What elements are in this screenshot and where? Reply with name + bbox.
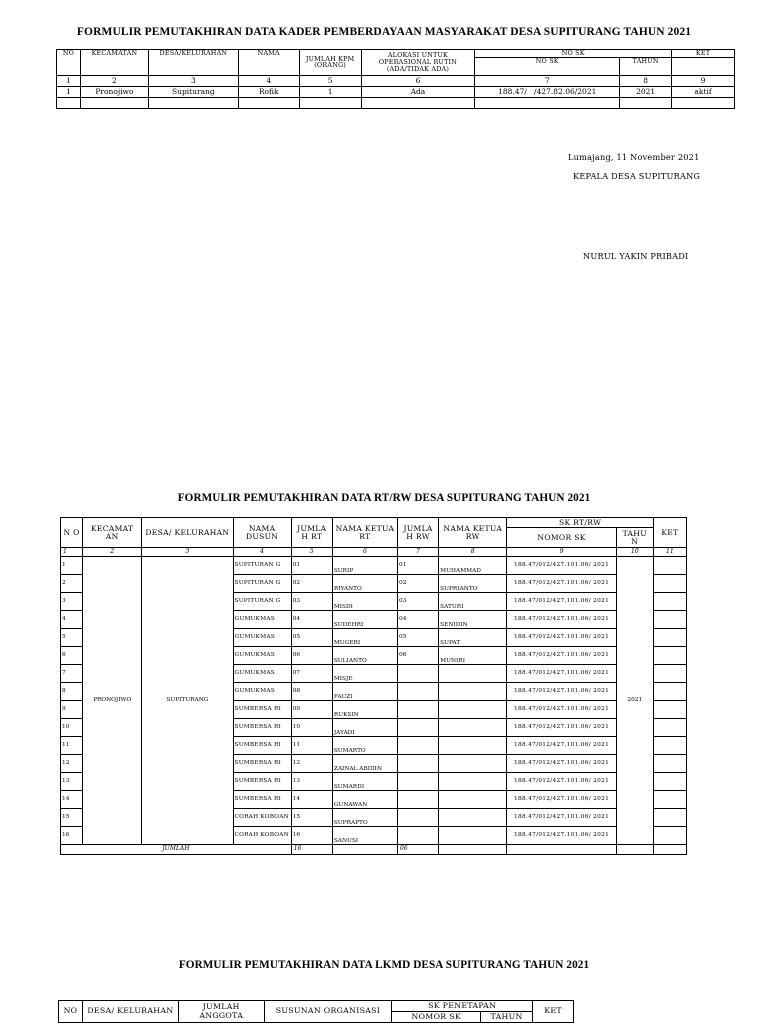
rtrw-cell-jumlah-rt: 01 [291,557,332,575]
rtrw-cell-dusun: SUMBERSA RI [233,737,291,755]
kader-cell-nama: Rofik [238,86,299,97]
rtrw-cell-jumlah-rw [398,701,439,719]
rtrw-cell-dusun: GUMUKMAS [233,629,291,647]
rtrw-cell-jumlah-rt: 10 [291,719,332,737]
rtrw-cell-ketua-rw: MUNIRI [439,647,507,665]
rtrw-cell-ketua-rw [439,809,507,827]
rtrw-cell-jumlah-rw [398,791,439,809]
rtrw-header-tahun: TAHU N [616,528,653,548]
rtrw-cell-ketua-rt: RUKSIN [332,701,397,719]
rtrw-cell-ketua-rt: RIYANTO [332,575,397,593]
rtrw-header-dusun: NAMA DUSUN [233,518,291,548]
rtrw-cell-nomor-sk: 188.47/012/427.101.06/ 2021 [507,593,616,611]
rtrw-cell-no: 13 [61,773,83,791]
rtrw-cell-no: 9 [61,701,83,719]
rtrw-cell-ket [653,827,686,845]
signature-position: KEPALA DESA SUPITURANG [573,171,701,181]
rtrw-cell-jumlah-rt: 08 [291,683,332,701]
rtrw-cell-no: 2 [61,575,83,593]
rtrw-cell-dusun: CORAH KOBOAN [233,809,291,827]
rtrw-cell-ketua-rw [439,683,507,701]
rtrw-cell-jumlah-rt: 11 [291,737,332,755]
rtrw-cell-dusun: SUMBERSA RI [233,791,291,809]
rtrw-index-cell: 6 [332,548,397,557]
rtrw-cell-ketua-rw: SUPRIANTO [439,575,507,593]
rtrw-cell-jumlah-rt: 05 [291,629,332,647]
kader-title: FORMULIR PEMUTAKHIRAN DATA KADER PEMBERDAYAAN MASYARAKAT DESA SUPITURANG TAHUN 2021 [76,26,692,38]
rtrw-cell-ketua-rt: MISJE [332,665,397,683]
rtrw-cell-no: 3 [61,593,83,611]
rtrw-cell-ketua-rt: SUMARDI [332,773,397,791]
rtrw-cell-no: 14 [61,791,83,809]
kader-header-nosk-group: NO SK [475,50,672,58]
rtrw-index-cell: 5 [291,548,332,557]
rtrw-cell-jumlah-rw [398,665,439,683]
rtrw-cell-ket [653,737,686,755]
kader-cell-no: 1 [57,86,81,97]
rtrw-cell-ketua-rt: MISDI [332,593,397,611]
rtrw-cell-jumlah-rt: 07 [291,665,332,683]
rtrw-cell-jumlah-rw: 01 [398,557,439,575]
kader-cell-desa: Supiturang [148,86,238,97]
kader-cell-tahun: 2021 [620,86,672,97]
rtrw-cell-ketua-rt: SUDEHRI [332,611,397,629]
rtrw-cell-ket [653,701,686,719]
rtrw-cell-jumlah-rw [398,719,439,737]
rtrw-cell-jumlah-rw: 04 [398,611,439,629]
rtrw-cell-jumlah-rw [398,737,439,755]
kader-header-tahun: TAHUN [620,57,672,75]
rtrw-index-cell: 8 [439,548,507,557]
rtrw-cell-ketua-rw [439,791,507,809]
rtrw-cell-jumlah-rw: 03 [398,593,439,611]
rtrw-cell-ket [653,755,686,773]
rtrw-cell-jumlah-rt: 14 [291,791,332,809]
kader-index-cell: 8 [620,75,672,86]
rtrw-cell-jumlah-rt: 13 [291,773,332,791]
lkmd-header-desa: DESA/ KELURAHAN [82,1001,178,1023]
rtrw-cell-ket [653,575,686,593]
kader-header-ket: KET [672,50,735,58]
rtrw-header-kecamatan: KECAMAT AN [83,518,142,548]
rtrw-cell-ketua-rt: SANUSI [332,827,397,845]
rtrw-header-jumlah-rw: JUMLA H RW [398,518,439,548]
rtrw-cell-ketua-rw: SUPAT [439,629,507,647]
kader-index-row [57,75,735,86]
rtrw-cell-dusun: GUMUKMAS [233,647,291,665]
rtrw-cell-jumlah-rw [398,755,439,773]
rtrw-cell-ket [653,665,686,683]
rtrw-cell-no: 8 [61,683,83,701]
rtrw-cell-jumlah-rt: 04 [291,611,332,629]
rtrw-header-ketua-rw: NAMA KETUA RW [439,518,507,548]
rtrw-cell-nomor-sk: 188.47/012/427.101.06/ 2021 [507,773,616,791]
kader-table [56,49,735,109]
rtrw-cell-kecamatan: PRONOJIWO [83,557,142,845]
rtrw-cell-jumlah-rt: 03 [291,593,332,611]
lkmd-table [58,1000,574,1023]
table-row-empty [57,97,735,108]
rtrw-cell-dusun: SUPITURAN G [233,557,291,575]
rtrw-body [61,557,687,845]
kader-cell-ket: aktif [672,86,735,97]
kader-header-kecamatan: KECAMATAN [80,50,148,76]
rtrw-index-cell: 9 [507,548,616,557]
rtrw-cell-ket [653,773,686,791]
kader-index-cell: 2 [80,75,148,86]
rtrw-index-cell: 3 [142,548,233,557]
signature-name: NURUL YAKIN PRIBADI [583,251,689,261]
lkmd-header-ket: KET [533,1001,574,1023]
kader-index-cell: 4 [238,75,299,86]
rtrw-cell-ketua-rw: SATURI [439,593,507,611]
rtrw-cell-nomor-sk: 188.47/012/427.101.06/ 2021 [507,719,616,737]
rtrw-cell-dusun: SUMBERSA RI [233,701,291,719]
kader-cell-nosk: 188.47/ /427.82.06/2021 [475,86,620,97]
kader-cell-jumlah: 1 [299,86,361,97]
kader-index-cell: 6 [361,75,475,86]
signature-place-date: Lumajang, 11 November 2021 [568,152,700,162]
rtrw-cell-ketua-rw [439,827,507,845]
rtrw-cell-jumlah-rt: 15 [291,809,332,827]
rtrw-cell-no: 4 [61,611,83,629]
rtrw-total-rt: 16 [291,845,332,855]
lkmd-header-tahun: TAHUN [481,1012,533,1023]
rtrw-header-nomor-sk: NOMOR SK [507,528,616,548]
kader-cell-alokasi: Ada [361,86,475,97]
rtrw-cell-jumlah-rw: 05 [398,629,439,647]
rtrw-cell-dusun: GUMUKMAS [233,683,291,701]
rtrw-cell-jumlah-rt: 06 [291,647,332,665]
rtrw-cell-nomor-sk: 188.47/012/427.101.06/ 2021 [507,755,616,773]
rtrw-cell-ket [653,611,686,629]
kader-index-cell: 1 [57,75,81,86]
lkmd-title: FORMULIR PEMUTAKHIRAN DATA LKMD DESA SUPITURANG TAHUN 2021 [178,959,590,971]
kader-header-nama: NAMA [238,50,299,76]
rtrw-index-cell: 7 [398,548,439,557]
kader-cell-kecamatan: Pronojiwo [80,86,148,97]
rtrw-index-cell: 4 [233,548,291,557]
lkmd-header-jumlah: JUMLAH ANGGOTA [178,1001,264,1023]
rtrw-cell-jumlah-rw [398,827,439,845]
kader-header-nosk: NO SK [475,57,620,75]
rtrw-cell-nomor-sk: 188.47/012/427.101.06/ 2021 [507,665,616,683]
kader-index-cell: 5 [299,75,361,86]
rtrw-cell-nomor-sk: 188.47/012/427.101.06/ 2021 [507,647,616,665]
kader-index-cell: 9 [672,75,735,86]
rtrw-header-ket: KET [653,518,686,548]
rtrw-header-sk-group: SK RT/RW [507,518,653,528]
rtrw-total-row [61,845,687,855]
rtrw-cell-no: 1 [61,557,83,575]
lkmd-header-sk-group: SK PENETAPAN [392,1001,533,1012]
rtrw-cell-jumlah-rt: 12 [291,755,332,773]
rtrw-cell-ketua-rt: ZAINAL ABIDIN [332,755,397,773]
rtrw-index-row [61,548,687,557]
rtrw-cell-nomor-sk: 188.47/012/427.101.06/ 2021 [507,827,616,845]
rtrw-cell-no: 7 [61,665,83,683]
rtrw-cell-ketua-rt: SUMARTO [332,737,397,755]
rtrw-cell-ketua-rw [439,701,507,719]
rtrw-cell-ketua-rw [439,737,507,755]
rtrw-cell-nomor-sk: 188.47/012/427.101.06/ 2021 [507,575,616,593]
lkmd-header-susunan: SUSUNAN ORGANISASI [264,1001,392,1023]
rtrw-table [60,517,687,855]
rtrw-cell-dusun: CORAH KOBOAN [233,827,291,845]
rtrw-index-cell: 2 [83,548,142,557]
rtrw-cell-nomor-sk: 188.47/012/427.101.06/ 2021 [507,629,616,647]
rtrw-cell-jumlah-rt: 09 [291,701,332,719]
rtrw-cell-ketua-rt: FAUZI [332,683,397,701]
rtrw-cell-no: 6 [61,647,83,665]
rtrw-cell-ketua-rw: MUHAMMAD [439,557,507,575]
rtrw-cell-ketua-rt: SUPRAPTO [332,809,397,827]
rtrw-cell-ketua-rt: SULIANTO [332,647,397,665]
rtrw-cell-ketua-rw: SENIDIN [439,611,507,629]
kader-index-cell: 7 [475,75,620,86]
rtrw-cell-nomor-sk: 188.47/012/427.101.06/ 2021 [507,683,616,701]
rtrw-cell-nomor-sk: 188.47/012/427.101.06/ 2021 [507,701,616,719]
rtrw-cell-jumlah-rt: 02 [291,575,332,593]
kader-header-jumlah: JUMLAH KPM (ORANG) [299,50,361,76]
rtrw-cell-dusun: SUMBERSA RI [233,719,291,737]
rtrw-cell-nomor-sk: 188.47/012/427.101.06/ 2021 [507,809,616,827]
rtrw-cell-ket [653,683,686,701]
rtrw-index-cell: 11 [653,548,686,557]
rtrw-index-cell: 1 [61,548,83,557]
rtrw-cell-ketua-rt: SURIP [332,557,397,575]
rtrw-cell-ketua-rw [439,665,507,683]
rtrw-cell-ket [653,719,686,737]
kader-header-ket-sub [672,57,735,75]
rtrw-cell-ketua-rw [439,773,507,791]
rtrw-cell-dusun: SUPITURAN G [233,593,291,611]
rtrw-header-ketua-rt: NAMA KETUA RT [332,518,397,548]
lkmd-header-no: NO [59,1001,83,1023]
rtrw-cell-ketua-rt: GUNAWAN [332,791,397,809]
rtrw-index-cell: 10 [616,548,653,557]
rtrw-header-jumlah-rt: JUMLA H RT [291,518,332,548]
rtrw-cell-no: 11 [61,737,83,755]
rtrw-cell-nomor-sk: 188.47/012/427.101.06/ 2021 [507,737,616,755]
rtrw-cell-jumlah-rw [398,773,439,791]
rtrw-cell-jumlah-rt: 16 [291,827,332,845]
rtrw-cell-desa: SUPITURANG [142,557,233,845]
rtrw-cell-jumlah-rw [398,683,439,701]
kader-header-no: NO [57,50,81,76]
rtrw-cell-ketua-rw [439,719,507,737]
rtrw-cell-dusun: GUMUKMAS [233,611,291,629]
rtrw-header-desa: DESA/ KELURAHAN [142,518,233,548]
rtrw-cell-nomor-sk: 188.47/012/427.101.06/ 2021 [507,611,616,629]
rtrw-cell-ketua-rw [439,755,507,773]
table-row [57,86,735,97]
rtrw-cell-jumlah-rw: 02 [398,575,439,593]
rtrw-cell-no: 12 [61,755,83,773]
rtrw-cell-ketua-rt: MUGERI [332,629,397,647]
rtrw-cell-no: 15 [61,809,83,827]
rtrw-total-label: JUMLAH [61,845,292,855]
rtrw-cell-dusun: SUPITURAN G [233,575,291,593]
table-row [61,557,687,575]
rtrw-total-rw: 06 [398,845,439,855]
rtrw-title: FORMULIR PEMUTAKHIRAN DATA RT/RW DESA SUPITURANG TAHUN 2021 [177,492,591,504]
rtrw-cell-dusun: SUMBERSA RI [233,773,291,791]
rtrw-cell-ket [653,647,686,665]
rtrw-cell-no: 5 [61,629,83,647]
rtrw-cell-ketua-rt: JAYADI [332,719,397,737]
rtrw-cell-nomor-sk: 188.47/012/427.101.06/ 2021 [507,791,616,809]
rtrw-cell-jumlah-rw [398,809,439,827]
kader-index-cell: 3 [148,75,238,86]
lkmd-header-nomor-sk: NOMOR SK [392,1012,481,1023]
rtrw-cell-ket [653,809,686,827]
rtrw-cell-tahun: 2021 [616,557,653,845]
rtrw-cell-ket [653,791,686,809]
rtrw-cell-ket [653,629,686,647]
kader-header-desa: DESA/KELURAHAN [148,50,238,76]
rtrw-header-no: N O [61,518,83,548]
rtrw-cell-no: 10 [61,719,83,737]
rtrw-cell-ket [653,593,686,611]
rtrw-cell-dusun: GUMUKMAS [233,665,291,683]
kader-header-alokasi: ALOKASI UNTUK OPERASIONAL RUTIN (ADA/TIDAK ADA) [361,50,475,76]
rtrw-cell-ket [653,557,686,575]
rtrw-cell-jumlah-rw: 06 [398,647,439,665]
rtrw-cell-dusun: SUMBERSA RI [233,755,291,773]
rtrw-cell-nomor-sk: 188.47/012/427.101.06/ 2021 [507,557,616,575]
rtrw-cell-no: 16 [61,827,83,845]
